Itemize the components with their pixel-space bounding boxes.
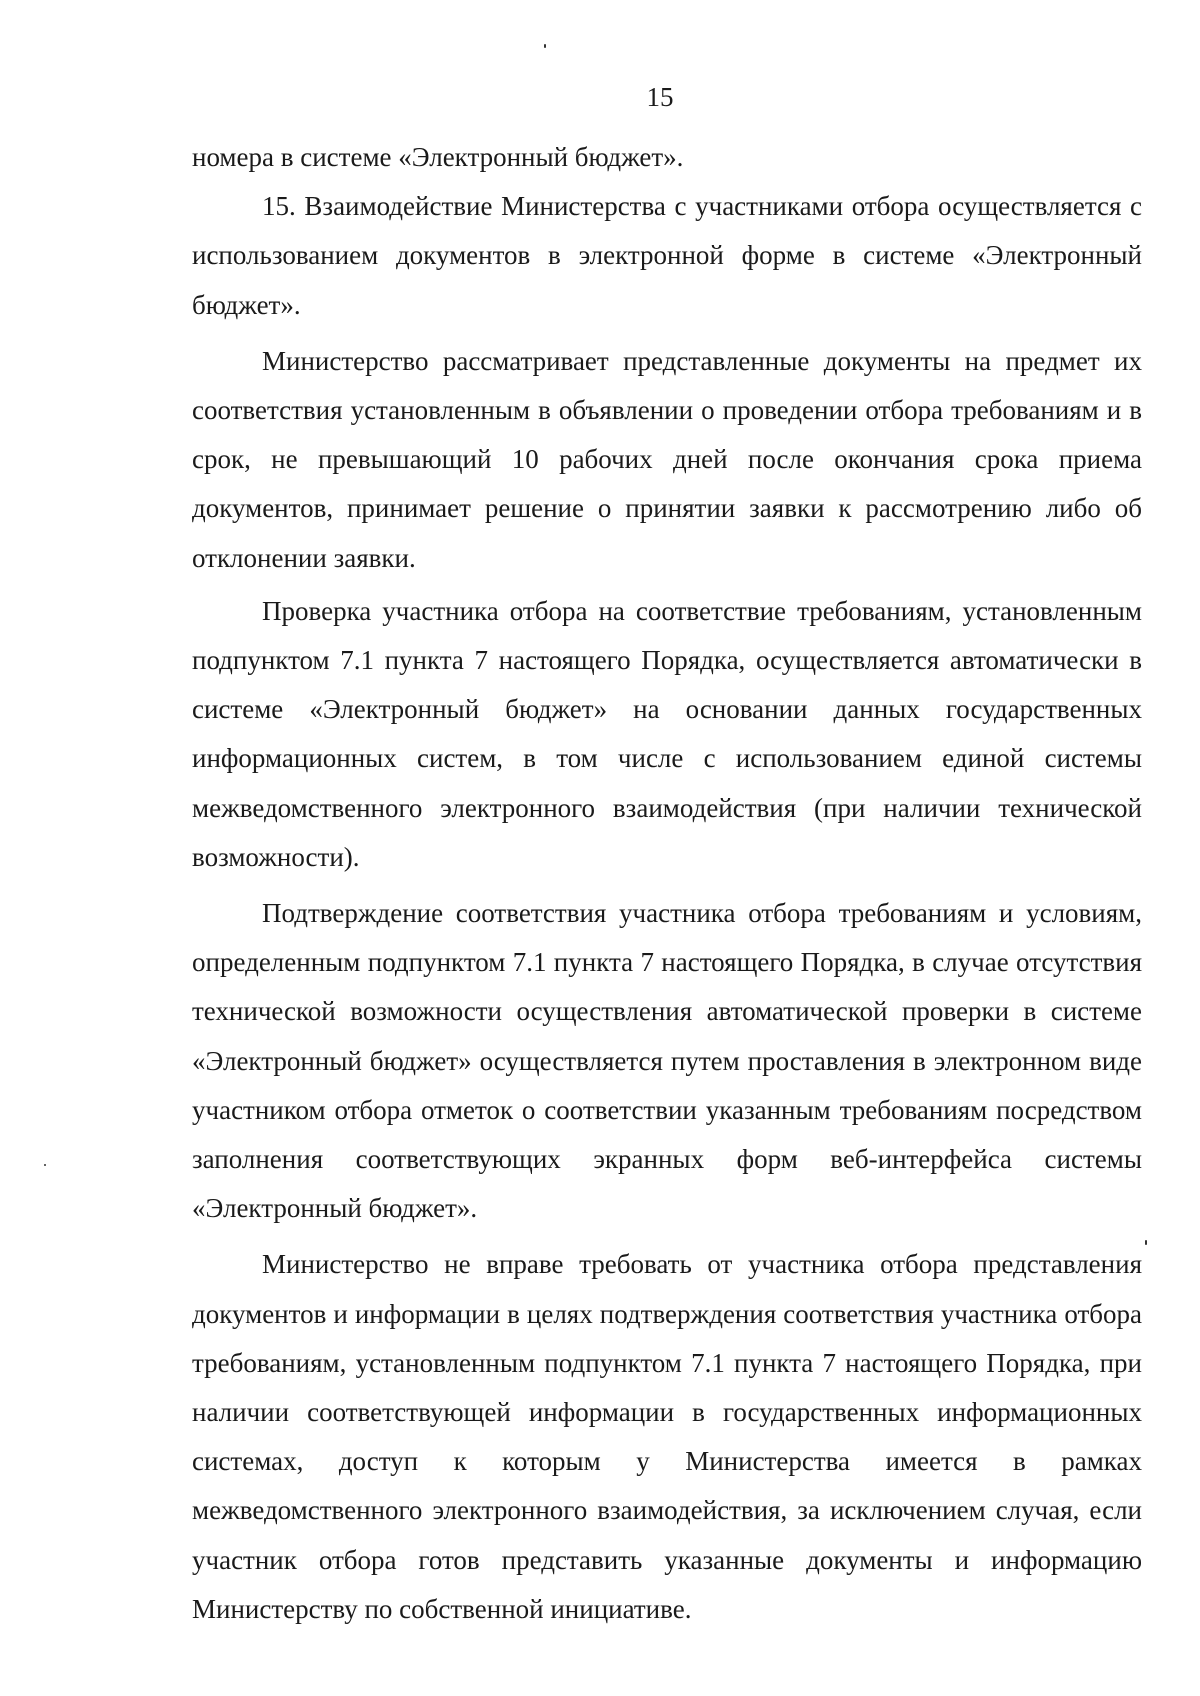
paragraph-verification: Проверка участника отбора на соответствие требованиям, установленным подпунктом 7.1 пункта 7 настоящего Порядка, осуществляется автоматически в системе «Электронный бюджет» на основании данных государственных информационных систем, в том числе с использованием единой системы межведомственного электронного взаимодействия (при наличии технической возможности). [192, 595, 1142, 872]
scan-speck [44, 1164, 46, 1166]
page-number: 15 [646, 82, 674, 112]
paragraph-item-15: 15. Взаимодействие Министерства с участниками отбора осуществляется с использованием документов в электронной форме в системе «Электронный бюджет». [192, 191, 1142, 320]
paragraph-confirmation: Подтверждение соответствия участника отбора требованиям и условиям, определенным подпунктом 7.1 пункта 7 настоящего Порядка, в случае отсутствия технической возможности осуществления автоматической проверки в системе «Электронный бюджет» осуществляется путем проставления в электронном виде участником отбора отметок о соответствии указанным требованиям посредством заполнения соответствующих экранных форм веб-интерфейса системы «Электронный бюджет». [192, 898, 1142, 1224]
document-body [192, 133, 1142, 1634]
paragraph-review: Министерство рассматривает представленные документы на предмет их соответствия установленным в объявлении о проведении отбора требованиям и в срок, не превышающий 10 рабочих дней после окончания срока приема документов, принимает решение о принятии заявки к рассмотрению либо об отклонении заявки. [192, 345, 1142, 573]
scan-speck [544, 44, 546, 48]
scan-speck [1145, 1240, 1147, 1245]
paragraph-continuation: номера в системе «Электронный бюджет». [192, 142, 684, 172]
paragraph-restriction: Министерство не вправе требовать от участника отбора представления документов и информации в целях подтверждения соответствия участника отбора требованиям, установленным подпунктом 7.1 пункта 7 настоящего Порядка, при наличии соответствующей информации в государственных информационных системах, доступ к которым у Министерства имеется в рамках межведомственного электронного взаимодействия, за исключением случая, если участник отбора готов представить указанные документы и информацию Министерству по собственной инициативе. [192, 1249, 1142, 1624]
